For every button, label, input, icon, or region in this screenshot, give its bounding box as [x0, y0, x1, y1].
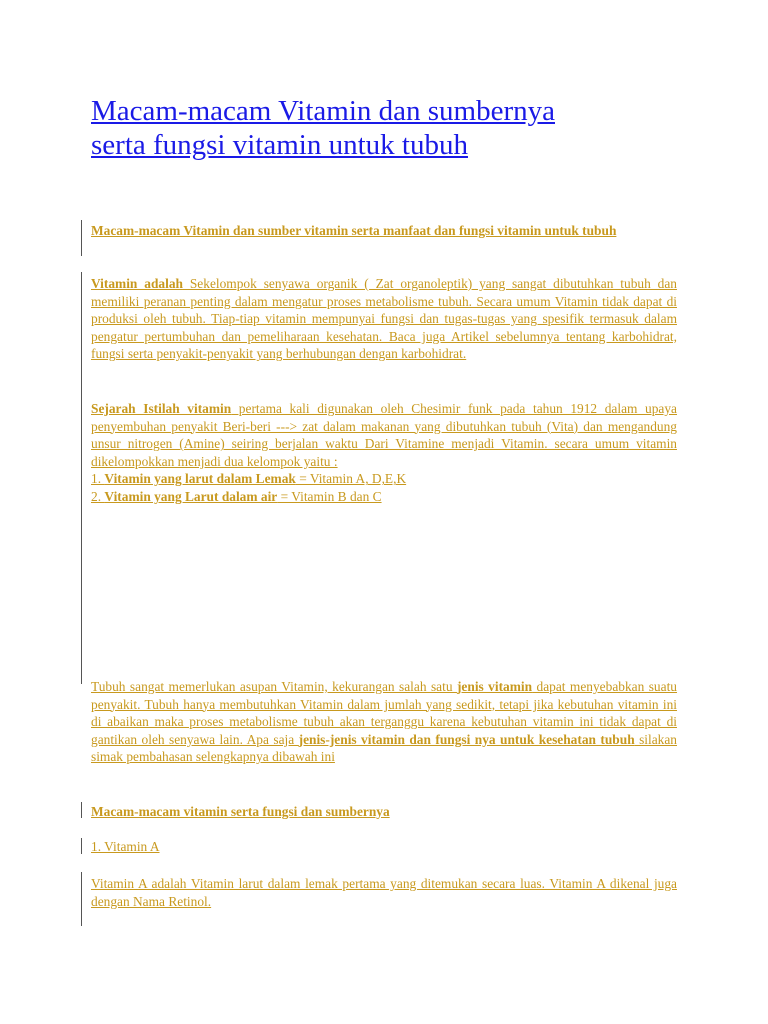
margin-bar [81, 220, 82, 256]
jenis-jenis-vitamin-link[interactable]: jenis-jenis vitamin dan fungsi nya untuk kesehatan tubuh [298, 731, 635, 747]
title-line-2[interactable]: serta fungsi vitamin untuk tubuh [91, 129, 468, 161]
list-item-water-soluble[interactable]: 2. Vitamin yang Larut dalam air = Vitamin B dan C [91, 488, 382, 504]
vitamin-a-paragraph[interactable]: Vitamin A adalah Vitamin larut dalam lemak pertama yang ditemukan secara luas. Vitamin A dikenal juga dengan Nama Retinol. [91, 876, 677, 909]
vitamin-a-heading[interactable]: 1. Vitamin A [91, 839, 160, 854]
margin-bar [81, 838, 82, 854]
page-title[interactable] [91, 94, 691, 162]
definition-paragraph[interactable] [91, 275, 677, 363]
history-text[interactable]: pertama kali digunakan oleh Chesimir funk pada tahun 1912 dalam upaya penyembuhan penyakit Beri-beri ---> zat dalam makanan yang dibutuhkan tubuh (Vita) dan mengandung unsur nitrogen (Amine) seiring berjalan waktu Dari Vitamine menjadi Vitamin. secara umum vitamin dikelompokkan menjadi dua kelompok yaitu : [91, 401, 678, 469]
definition-term[interactable]: Vitamin adalah [91, 276, 183, 291]
margin-bar [81, 272, 82, 684]
title-line-1[interactable]: Macam-macam Vitamin dan sumbernya [91, 95, 555, 127]
margin-bar [81, 802, 82, 818]
margin-bar [81, 872, 82, 926]
intro-heading-link[interactable] [91, 222, 677, 240]
list-item-fat-soluble[interactable]: 1. Vitamin yang larut dalam Lemak = Vitamin A, D,E,K [91, 471, 407, 487]
section-heading[interactable]: Macam-macam vitamin serta fungsi dan sumbernya [91, 804, 390, 819]
history-term[interactable]: Sejarah Istilah vitamin [91, 401, 232, 416]
definition-text[interactable]: Sekelompok senyawa organik ( Zat organoleptik) yang sangat dibutuhkan tubuh dan memiliki peranan penting dalam mengatur proses metabolisme tubuh. Secara umum Vitamin tidak dapat di produksi oleh tubuh. Tiap-tiap vitamin mempunyai fungsi dan tugas-tugas yang spesifik termasuk dalam pengatur pertumbuhan dan pemeliharaan kesehatan. Baca juga Artikel sebelumnya tentang karbohidrat, fungsi serta penyakit-penyakit yang berhubungan dengan karbohidrat. [91, 276, 678, 362]
intro-heading[interactable]: Macam-macam Vitamin dan sumber vitamin serta manfaat dan fungsi vitamin untuk tubuh [91, 223, 617, 238]
section-heading-link[interactable] [91, 803, 677, 821]
history-paragraph[interactable] [91, 400, 677, 506]
jenis-vitamin-link[interactable]: jenis vitamin [456, 679, 533, 694]
need-paragraph[interactable]: Tubuh sangat memerlukan asupan Vitamin, kekurangan salah satu jenis vitamin dapat menyebabkan suatu penyakit. Tubuh hanya membutuhkan Vitamin dalam jumlah yang sedikit, tetapi jika kebutuhan vitamin ini di abaikan maka proses metabolisme tubuh akan terganggu karena kebutuhan vitamin ini tidak dapat di gantikan oleh senyawa lain. Apa saja jenis-jenis vitamin dan fungsi nya untuk kesehatan tubuh silakan simak pembahasan selengkapnya dibawah ini [91, 679, 678, 765]
